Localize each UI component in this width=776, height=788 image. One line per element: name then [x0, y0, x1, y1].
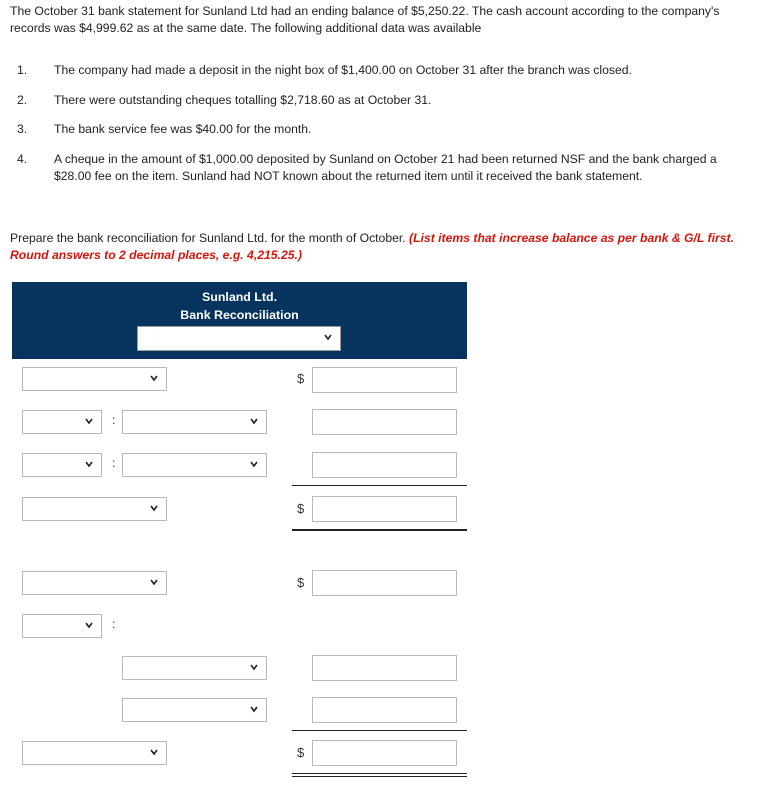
adjusted-book-balance-input[interactable]: [312, 740, 457, 766]
book-adjustment-amount-input[interactable]: [312, 697, 457, 723]
double-rule-top: [292, 773, 467, 774]
problem-intro: The October 31 bank statement for Sunland Ltd had an ending balance of $5,250.22. The cash account according to the company's records was $4,999.62 as at the same date. The following additional data was available: [10, 4, 720, 35]
adjusted-bank-balance-input[interactable]: [312, 496, 457, 522]
colon: :: [112, 617, 116, 631]
reconciliation-header: [12, 282, 467, 359]
list-item: [10, 151, 755, 186]
list-item-number: 2.: [17, 92, 28, 107]
list-item-text: The company had made a deposit in the night box of $1,400.00 on October 31 after the branch was closed.: [54, 63, 632, 77]
book-adjustment-item-select[interactable]: [122, 656, 267, 680]
book-adjustment-item-select[interactable]: [122, 698, 267, 722]
bank-balance-input[interactable]: [312, 367, 457, 393]
date-select[interactable]: [137, 326, 341, 351]
dollar-sign: $: [297, 501, 305, 516]
chevron-down-icon: [249, 415, 259, 429]
colon: :: [112, 413, 116, 427]
chevron-down-icon: [149, 502, 159, 516]
instructions: [10, 230, 760, 264]
statement-title: Bank Reconciliation: [180, 308, 299, 322]
data-list: [10, 62, 755, 198]
bank-balance-label-select[interactable]: [22, 367, 167, 391]
total-rule: [292, 529, 467, 531]
bank-adjustment-type-select[interactable]: [22, 453, 102, 477]
instruction-note: (List items that increase balance as per bank & G/L first. Round answers to 2 decimal places, e.g. 4,215.25.): [10, 231, 734, 262]
bank-adjustment-item-select[interactable]: [122, 410, 267, 434]
instruction-text: Prepare the bank reconciliation for Sunland Ltd. for the month of October.: [10, 231, 406, 245]
chevron-down-icon: [84, 415, 94, 429]
list-item: [10, 62, 755, 80]
book-balance-input[interactable]: [312, 570, 457, 596]
book-adjustment-type-select[interactable]: [22, 614, 102, 638]
list-item-text: The bank service fee was $40.00 for the month.: [54, 122, 312, 136]
book-adjustment-amount-input[interactable]: [312, 655, 457, 681]
adjusted-book-balance-label-select[interactable]: [22, 741, 167, 765]
list-item-text: A cheque in the amount of $1,000.00 deposited by Sunland on October 21 had been returned NSF and the bank charged a $28.00 fee on the item. Sunland had NOT known about the returned item until it received the bank statement.: [54, 151, 717, 183]
colon: :: [112, 456, 116, 470]
list-item-number: 1.: [17, 63, 28, 77]
bank-adjustment-amount-input[interactable]: [312, 409, 457, 435]
chevron-down-icon: [84, 619, 94, 633]
list-item-text: There were outstanding cheques totalling $2,718.60 as at October 31.: [54, 92, 432, 107]
chevron-down-icon: [149, 576, 159, 590]
adjusted-bank-balance-label-select[interactable]: [22, 497, 167, 521]
chevron-down-icon: [149, 372, 159, 386]
dollar-sign: $: [297, 745, 305, 760]
chevron-down-icon: [149, 746, 159, 760]
company-name: Sunland Ltd.: [201, 290, 278, 304]
chevron-down-icon: [249, 703, 259, 717]
chevron-down-icon: [249, 661, 259, 675]
subtotal-rule: [292, 730, 467, 731]
dollar-sign: $: [297, 575, 305, 590]
bank-adjustment-item-select[interactable]: [122, 453, 267, 477]
double-rule-bottom: [292, 776, 467, 777]
bank-adjustment-amount-input[interactable]: [312, 452, 457, 478]
chevron-down-icon: [84, 458, 94, 472]
dollar-sign: $: [297, 371, 305, 386]
book-balance-label-select[interactable]: [22, 571, 167, 595]
chevron-down-icon: [323, 331, 333, 345]
list-item-number: 3.: [17, 122, 28, 136]
list-item: [10, 121, 755, 139]
list-item: [10, 92, 755, 110]
subtotal-rule: [292, 485, 467, 486]
list-item-number: 4.: [17, 151, 28, 166]
bank-adjustment-type-select[interactable]: [22, 410, 102, 434]
chevron-down-icon: [249, 458, 259, 472]
